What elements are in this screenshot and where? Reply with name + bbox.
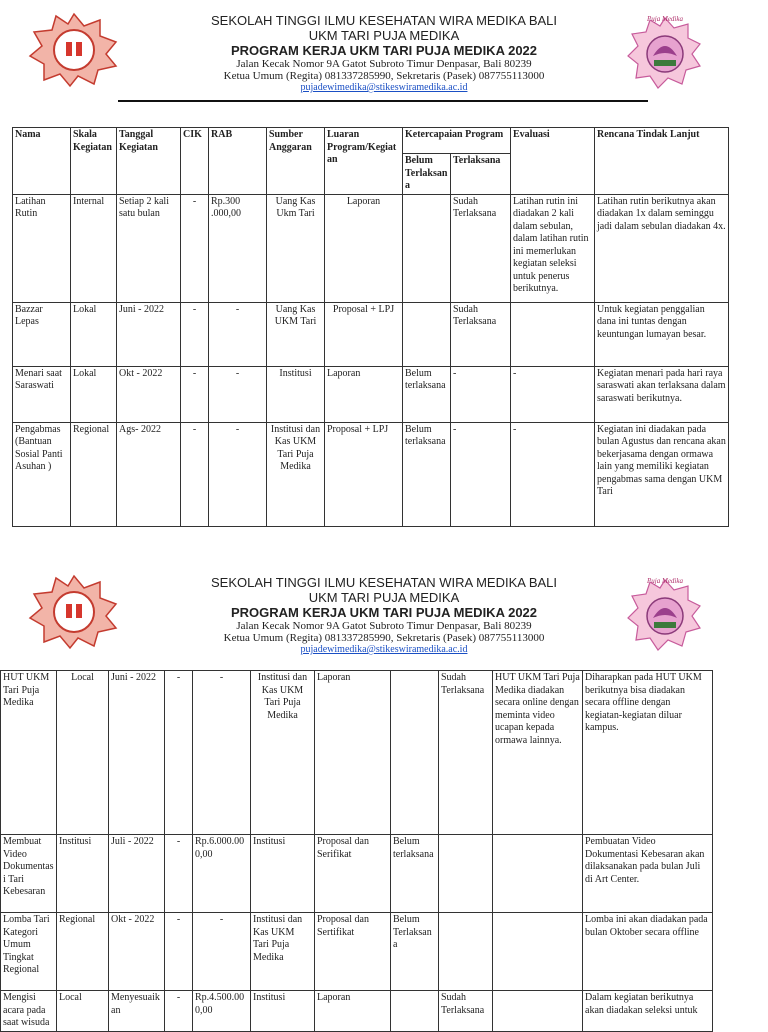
contacts: Ketua Umum (Regita) 081337285990, Sekretaris (Pasek) 087755113000	[223, 70, 545, 82]
page-2	[0, 562, 768, 1028]
school-name: SEKOLAH TINGGI ILMU KESEHATAN WIRA MEDIKA BALI	[210, 13, 558, 28]
cell-nama: Mengisi acara pada saat wisuda	[1, 991, 57, 1032]
cell-skala: Local	[57, 671, 109, 835]
cell-rencana: Kegiatan menari pada hari raya saraswati akan terlaksana dalam saraswati berikutnya.	[595, 366, 729, 422]
cell-tanggal: Okt - 2022	[109, 913, 165, 991]
cell-rab: -	[193, 913, 251, 991]
cell-rab: Rp.300 .000,00	[209, 194, 267, 302]
cell-evaluasi: -	[511, 422, 595, 526]
cell-nama: Membuat Video Dokumentasi Tari Kebesaran	[1, 835, 57, 913]
program-table-2	[0, 670, 713, 1032]
cell-tanggal: Ags- 2022	[117, 422, 181, 526]
cell-rab: -	[209, 422, 267, 526]
cell-tanggal: Juni - 2022	[109, 671, 165, 835]
cell-sumber: Uang Kas Ukm Tari	[267, 194, 325, 302]
cell-cik: -	[165, 835, 193, 913]
col-rencana: Rencana Tindak Lanjut	[595, 128, 729, 195]
table-row	[1, 991, 713, 1032]
cell-evaluasi: -	[511, 366, 595, 422]
cell-nama: Menari saat Saraswati	[13, 366, 71, 422]
cell-luaran: Laporan	[325, 366, 403, 422]
col-tanggal: Tanggal Kegiatan	[117, 128, 181, 195]
cell-tanggal: Okt - 2022	[117, 366, 181, 422]
cell-terlaksana: Sudah Terlaksana	[451, 194, 511, 302]
ukm-name: UKM TARI PUJA MEDIKA	[308, 590, 460, 605]
cell-sumber: Institusi dan Kas UKM Tari Puja Medika	[267, 422, 325, 526]
cell-luaran: Laporan	[325, 194, 403, 302]
cell-cik: -	[181, 366, 209, 422]
table-header-row	[13, 128, 729, 154]
cell-rencana: Untuk kegiatan penggalian dana ini tuntas dengan keuntungan lumayan besar.	[595, 302, 729, 366]
table-row	[1, 671, 713, 835]
cell-rab: Rp.6.000.00 0,00	[193, 835, 251, 913]
col-evaluasi: Evaluasi	[511, 128, 595, 195]
cell-luaran: Proposal + LPJ	[325, 422, 403, 526]
logo-right-text: Puja Medika	[647, 15, 683, 23]
cell-cik: -	[181, 422, 209, 526]
col-cik: CIK	[181, 128, 209, 195]
cell-sumber: Institusi	[251, 835, 315, 913]
cell-skala: Lokal	[71, 302, 117, 366]
table-row	[1, 835, 713, 913]
ukm-name: UKM TARI PUJA MEDIKA	[308, 28, 460, 43]
cell-rencana: Dalam kegiatan berikutnya akan diadakan seleksi untuk	[583, 991, 713, 1032]
cell-skala: Institusi	[57, 835, 109, 913]
table-row	[1, 913, 713, 991]
cell-terlaksana: Sudah Terlaksana	[451, 302, 511, 366]
cell-tanggal: Menyesuaikan	[109, 991, 165, 1032]
cell-cik: -	[165, 671, 193, 835]
cell-luaran: Laporan	[315, 991, 391, 1032]
cell-belum: Belum Terlaksana	[391, 913, 439, 991]
cell-cik: -	[181, 302, 209, 366]
cell-tanggal: Setiap 2 kali satu bulan	[117, 194, 181, 302]
cell-luaran: Proposal dan Sertifikat	[315, 913, 391, 991]
cell-rab: -	[209, 366, 267, 422]
cell-terlaksana: Sudah Terlaksana	[439, 671, 493, 835]
cell-skala: Regional	[71, 422, 117, 526]
program-title: PROGRAM KERJA UKM TARI PUJA MEDIKA 2022	[230, 605, 538, 620]
cell-skala: Internal	[71, 194, 117, 302]
cell-sumber: Institusi dan Kas UKM Tari Puja Medika	[251, 913, 315, 991]
program-table-1	[12, 127, 729, 527]
cell-terlaksana: -	[451, 422, 511, 526]
table-row	[13, 194, 729, 302]
school-name: SEKOLAH TINGGI ILMU KESEHATAN WIRA MEDIKA BALI	[210, 575, 558, 590]
cell-belum	[391, 991, 439, 1032]
cell-evaluasi: HUT UKM Tari Puja Medika diadakan secara online dengan meminta video ucapan kepada ormawa lainnya.	[493, 671, 583, 835]
cell-skala: Regional	[57, 913, 109, 991]
cell-belum: Belum terlaksana	[391, 835, 439, 913]
cell-evaluasi: Latihan rutin ini diadakan 2 kali dalam sebulan, dalam latihan rutin ini memerlukan kegiatan seleksi untuk penerus berikutnya.	[511, 194, 595, 302]
cell-luaran: Laporan	[315, 671, 391, 835]
col-skala: Skala Kegiatan	[71, 128, 117, 195]
cell-sumber: Uang Kas UKM Tari	[267, 302, 325, 366]
table-row	[13, 422, 729, 526]
cell-nama: Lomba Tari Kategori Umum Tingkat Regional	[1, 913, 57, 991]
cell-rab: -	[193, 671, 251, 835]
email-link[interactable]: pujadewimedika@stikeswiramedika.ac.id	[300, 644, 468, 655]
letterhead	[0, 0, 768, 100]
table-row	[13, 302, 729, 366]
cell-tanggal: Juli - 2022	[109, 835, 165, 913]
col-nama: Nama	[13, 128, 71, 195]
cell-belum	[391, 671, 439, 835]
cell-terlaksana: Sudah Terlaksana	[439, 991, 493, 1032]
puja-medika-logo-icon	[626, 12, 704, 92]
col-terlaksana: Terlaksana	[451, 154, 511, 195]
cell-cik: -	[181, 194, 209, 302]
col-ketercapaian: Ketercapaian Program	[403, 128, 511, 154]
cell-rencana: Kegiatan ini diadakan pada bulan Agustus dan rencana akan bekerjasama dengan ormawa lain yang memiliki kegiatan pengabmas sama dengan UKM Tari	[595, 422, 729, 526]
cell-cik: -	[165, 913, 193, 991]
cell-nama: Bazzar Lepas	[13, 302, 71, 366]
contacts: Ketua Umum (Regita) 081337285990, Sekretaris (Pasek) 087755113000	[223, 632, 545, 644]
col-luaran: Luaran Program/Kegiatan	[325, 128, 403, 195]
cell-rencana: Diharapkan pada HUT UKM berikutnya bisa diadakan secara offline dengan kegiatan-kegiatan diluar kampus.	[583, 671, 713, 835]
header-rule	[118, 100, 648, 102]
cell-belum: Belum terlaksana	[403, 422, 451, 526]
puja-medika-logo-icon	[626, 574, 704, 654]
cell-tanggal: Juni - 2022	[117, 302, 181, 366]
cell-rab: -	[209, 302, 267, 366]
cell-evaluasi	[493, 913, 583, 991]
cell-nama: HUT UKM Tari Puja Medika	[1, 671, 57, 835]
cell-rab: Rp.4.500.00 0,00	[193, 991, 251, 1032]
cell-belum	[403, 194, 451, 302]
cell-sumber: Institusi dan Kas UKM Tari Puja Medika	[251, 671, 315, 835]
cell-luaran: Proposal + LPJ	[325, 302, 403, 366]
cell-rencana: Latihan rutin berikutnya akan diadakan 1x dalam seminggu jadi dalam sebulan diadakan 4x.	[595, 194, 729, 302]
table-row	[13, 366, 729, 422]
cell-cik: -	[165, 991, 193, 1032]
email-link[interactable]: pujadewimedika@stikeswiramedika.ac.id	[300, 82, 468, 93]
col-belum: Belum Terlaksana	[403, 154, 451, 195]
cell-belum: Belum terlaksana	[403, 366, 451, 422]
address: Jalan Kecak Nomor 9A Gatot Subroto Timur Denpasar, Bali 80239	[236, 620, 532, 632]
cell-sumber: Institusi	[267, 366, 325, 422]
letterhead	[0, 562, 768, 662]
address: Jalan Kecak Nomor 9A Gatot Subroto Timur Denpasar, Bali 80239	[236, 58, 532, 70]
col-sumber: Sumber Anggaran	[267, 128, 325, 195]
cell-terlaksana	[439, 835, 493, 913]
cell-nama: Pengabmas (Bantuan Sosial Panti Asuhan )	[13, 422, 71, 526]
cell-evaluasi	[493, 991, 583, 1032]
cell-rencana: Pembuatan Video Dokumentasi Kebesaran akan dilaksanakan pada bulan Juli di Art Center.	[583, 835, 713, 913]
cell-rencana: Lomba ini akan diadakan pada bulan Oktober secara offline	[583, 913, 713, 991]
col-rab: RAB	[209, 128, 267, 195]
program-title: PROGRAM KERJA UKM TARI PUJA MEDIKA 2022	[230, 43, 538, 58]
cell-evaluasi	[493, 835, 583, 913]
cell-terlaksana	[439, 913, 493, 991]
cell-luaran: Proposal dan Serifikat	[315, 835, 391, 913]
cell-skala: Local	[57, 991, 109, 1032]
cell-evaluasi	[511, 302, 595, 366]
cell-sumber: Institusi	[251, 991, 315, 1032]
cell-belum	[403, 302, 451, 366]
cell-terlaksana: -	[451, 366, 511, 422]
cell-nama: Latihan Rutin	[13, 194, 71, 302]
logo-right-text: Puja Medika	[647, 577, 683, 585]
cell-skala: Lokal	[71, 366, 117, 422]
